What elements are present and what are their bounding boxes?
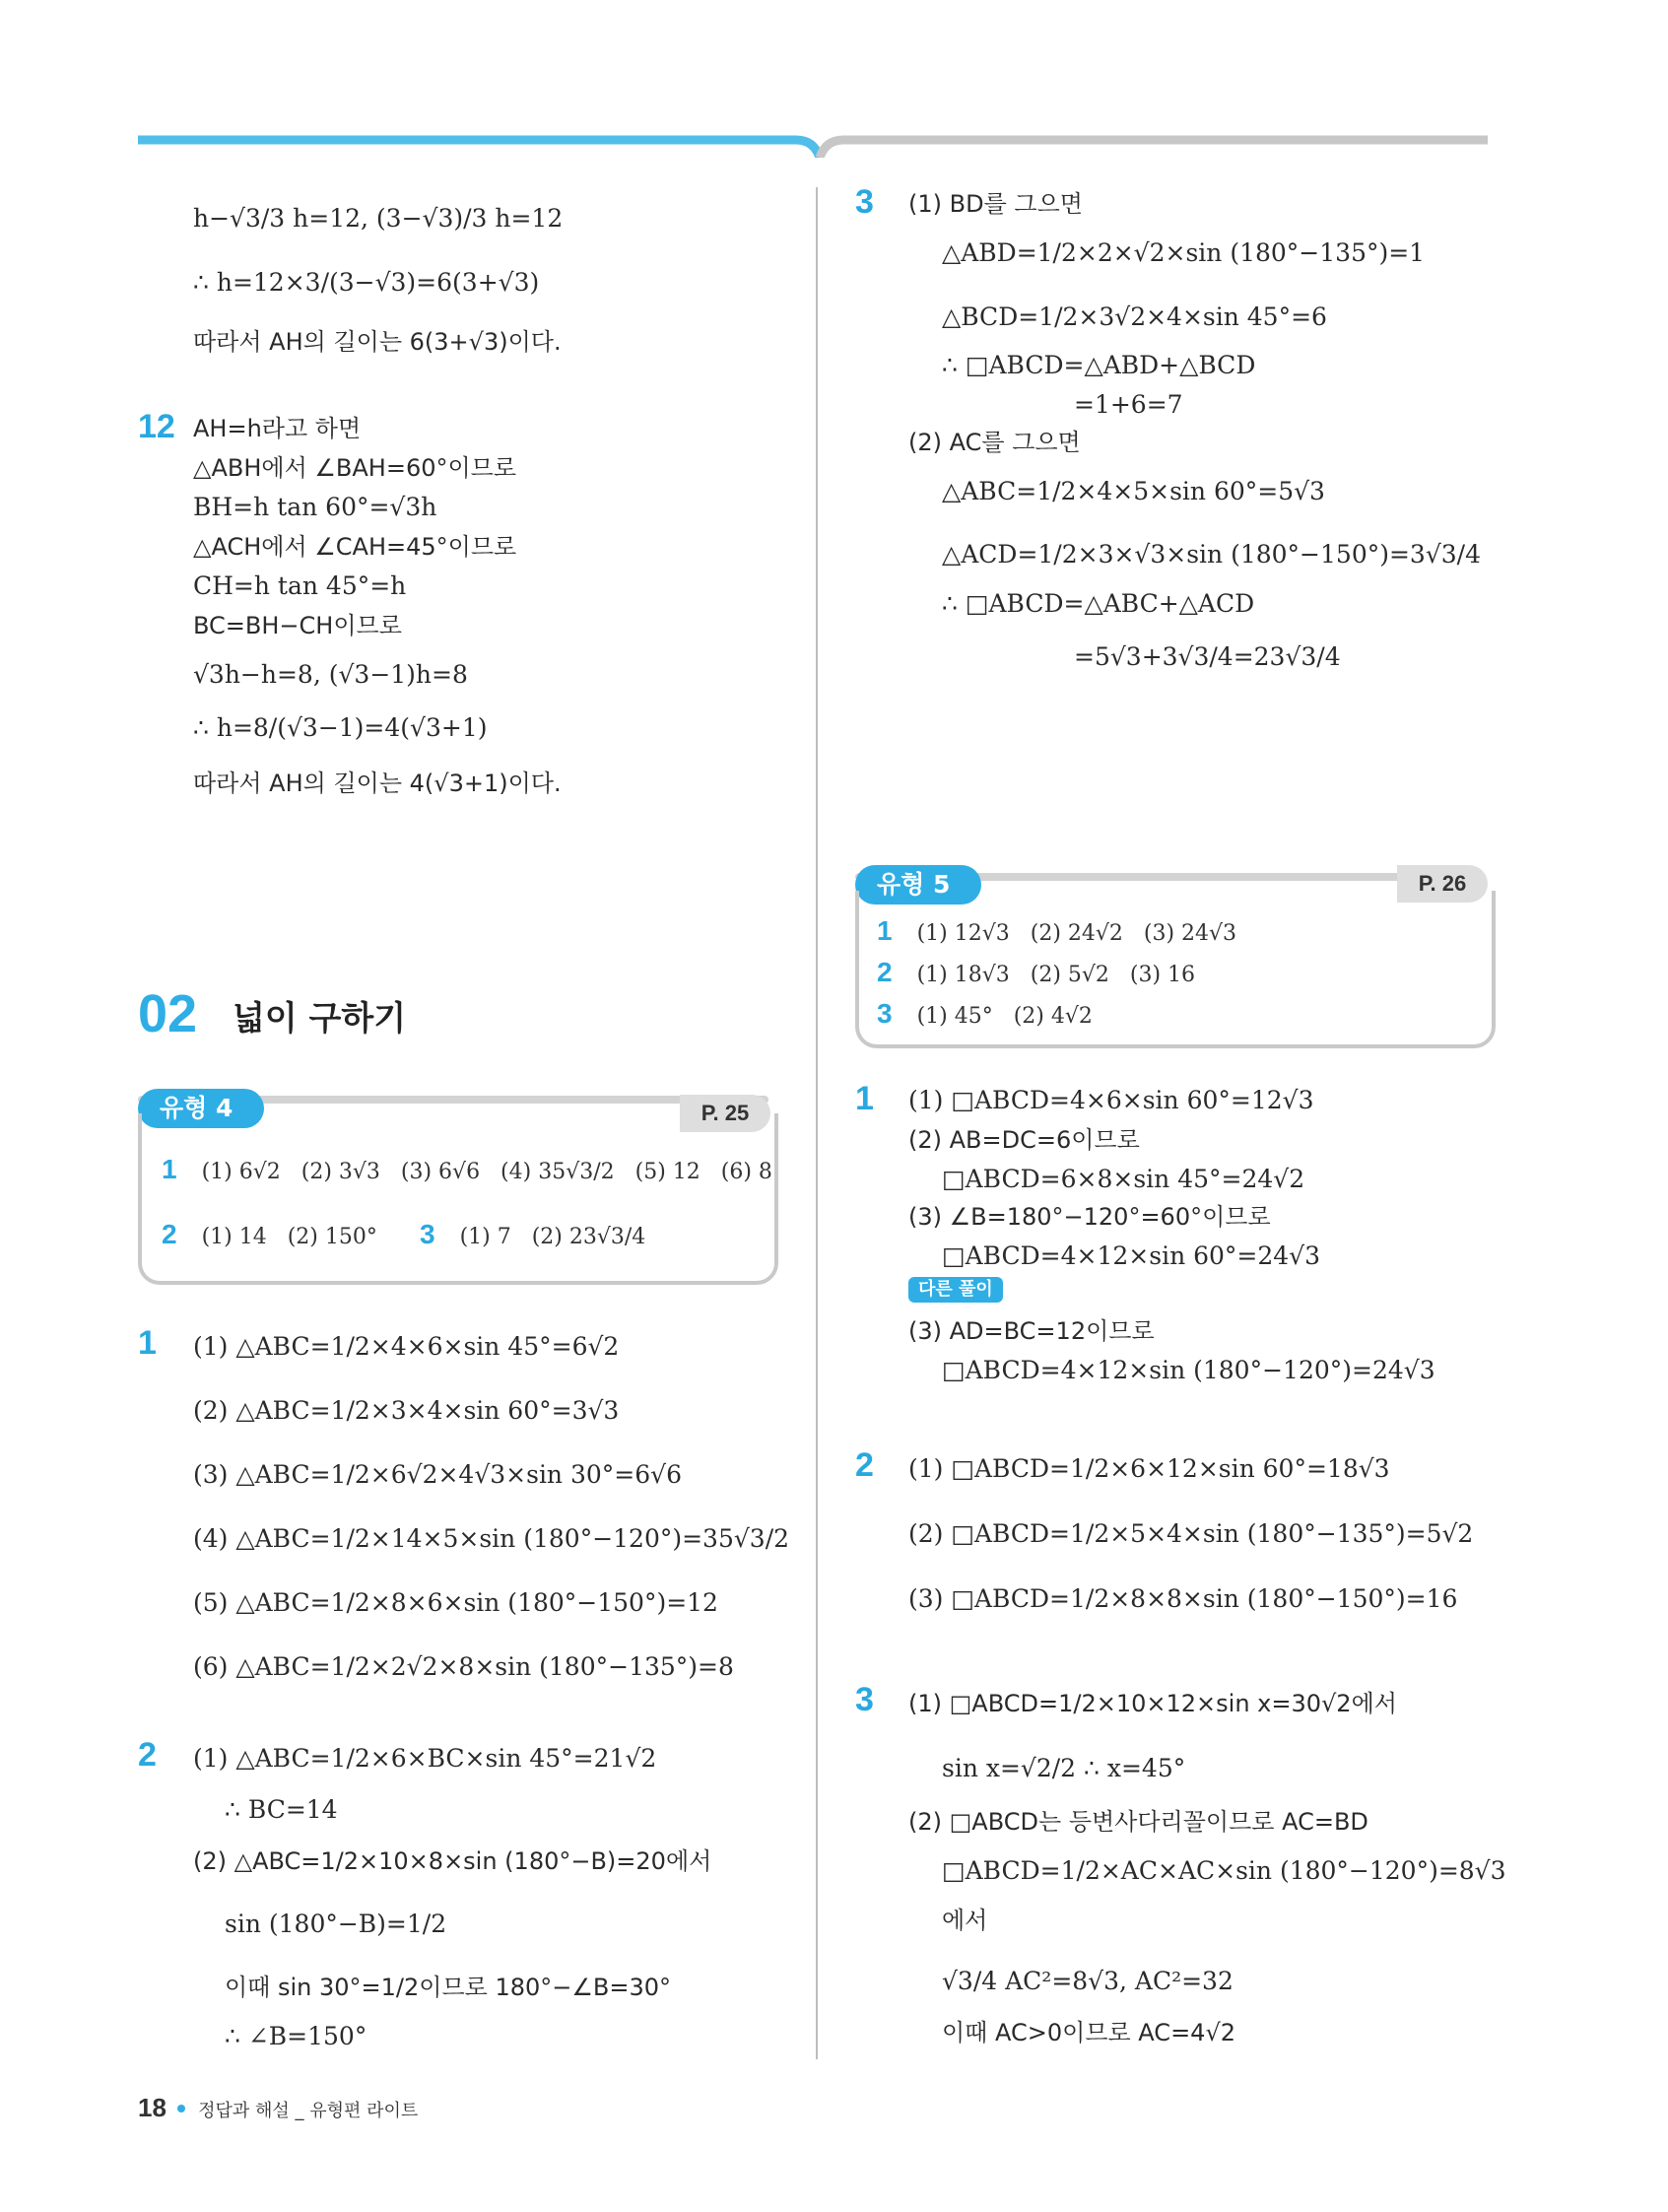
p12-line: AH=h라고 하면 — [193, 415, 362, 442]
sol4-1-line: (5) △ABC=1/2×8×6×sin (180°−150°)=12 — [193, 1588, 718, 1617]
p12-line: 따라서 AH의 길이는 4(√3+1)이다. — [193, 770, 562, 797]
type5-answer-row-2 — [877, 958, 1195, 990]
answer-item: (1) 7 — [459, 1225, 511, 1249]
sol5-1-line: □ABCD=4×12×sin 60°=24√3 — [942, 1241, 1321, 1270]
type5-answer-row-3 — [877, 999, 1093, 1032]
sol4-2-line: sin (180°−B)=1/2 — [225, 1910, 447, 1938]
sol4-2-line: (1) △ABC=1/2×6×BC×sin 45°=21√2 — [193, 1744, 657, 1773]
p12-line: △ACH에서 ∠CAH=45°이므로 — [193, 533, 517, 561]
sol5-3-line: √3/4 AC²=8√3, AC²=32 — [942, 1967, 1234, 1995]
p3-line: △BCD=1/2×3√2×4×sin 45°=6 — [942, 302, 1327, 331]
answer-number: 1 — [162, 1154, 177, 1184]
answer-item: (2) 4√2 — [1013, 1004, 1093, 1029]
answer-item: (3) 16 — [1129, 963, 1196, 987]
sol5-3-line: 이때 AC>0이므로 AC=4√2 — [942, 2019, 1236, 2046]
sol5-3-line: (2) □ABCD는 등변사다리꼴이므로 AC=BD — [908, 1808, 1368, 1836]
answer-item: (2) 24√2 — [1030, 921, 1123, 946]
sol4-1-line: (4) △ABC=1/2×14×5×sin (180°−120°)=35√3/2 — [193, 1524, 790, 1553]
sol5-3-line: (1) □ABCD=1/2×10×12×sin x=30√2에서 — [908, 1690, 1397, 1717]
answer-number: 3 — [420, 1219, 435, 1249]
answer-item: (1) 45° — [916, 1004, 993, 1029]
type4-label: 유형 4 — [138, 1089, 264, 1128]
type4-answer-row-2 — [162, 1220, 377, 1252]
sol5-1-line: (3) ∠B=180°−120°=60°이므로 — [908, 1203, 1271, 1231]
left-line-3: 따라서 AH의 길이는 6(3+√3)이다. — [193, 328, 562, 356]
p3-line: =1+6=7 — [1074, 390, 1183, 419]
answer-item: (4) 35√3/2 — [500, 1160, 615, 1184]
answer-item: (2) 23√3/4 — [531, 1225, 646, 1249]
p12-line: √3h−h=8, (√3−1)h=8 — [193, 660, 468, 689]
answer-item: (1) 12√3 — [916, 921, 1010, 946]
sol4-2-line: (2) △ABC=1/2×10×8×sin (180°−B)=20에서 — [193, 1847, 712, 1875]
alt-solution-tag: 다른 풀이 — [908, 1277, 1003, 1303]
sol5-2-line: (3) □ABCD=1/2×8×8×sin (180°−150°)=16 — [908, 1584, 1458, 1613]
answer-number: 2 — [162, 1219, 177, 1249]
sol5-1-alt-line: (3) AD=BC=12이므로 — [908, 1317, 1155, 1345]
type4-page: P. 25 — [680, 1095, 770, 1132]
problem-number-12: 12 — [138, 408, 175, 445]
p3-line: △ACD=1/2×3×√3×sin (180°−150°)=3√3/4 — [942, 540, 1481, 569]
p3-line: ∴ □ABCD=△ABD+△BCD — [942, 351, 1256, 379]
bullet-icon — [177, 2105, 185, 2112]
sol5-2-line: (1) □ABCD=1/2×6×12×sin 60°=18√3 — [908, 1454, 1390, 1483]
p3-line: △ABC=1/2×4×5×sin 60°=5√3 — [942, 477, 1325, 505]
answer-number: 2 — [877, 957, 893, 987]
sol4-1-line: (2) △ABC=1/2×3×4×sin 60°=3√3 — [193, 1396, 620, 1425]
solution-number-3: 3 — [855, 1681, 874, 1718]
type4-answer-box — [138, 1113, 778, 1285]
p12-line: CH=h tan 45°=h — [193, 571, 407, 600]
section-number: 02 — [138, 984, 198, 1043]
answer-number: 1 — [877, 915, 893, 946]
solution-number-2: 2 — [855, 1446, 874, 1484]
sol4-2-line: ∴ ∠B=150° — [225, 2022, 367, 2050]
sol5-2-line: (2) □ABCD=1/2×5×4×sin (180°−135°)=5√2 — [908, 1519, 1474, 1548]
type4-answer-row-1 — [162, 1155, 772, 1187]
solution-number-1: 1 — [138, 1324, 157, 1362]
p12-line: BH=h tan 60°=√3h — [193, 493, 437, 521]
answer-item: (6) 8 — [720, 1160, 772, 1184]
sol5-3-line: 에서 — [942, 1907, 988, 1934]
column-divider — [816, 187, 818, 2059]
type5-page: P. 26 — [1397, 865, 1488, 903]
p3-line: =5√3+3√3/4=23√3/4 — [1074, 642, 1341, 671]
answer-item: (2) 5√2 — [1030, 963, 1109, 987]
sol5-1-line: □ABCD=6×8×sin 45°=24√2 — [942, 1165, 1305, 1193]
header-bar — [0, 0, 1668, 158]
sol5-1-alt-line: □ABCD=4×12×sin (180°−120°)=24√3 — [942, 1356, 1435, 1384]
left-line-2: ∴ h=12×3/(3−√3)=6(3+√3) — [193, 268, 540, 297]
p3-line: (1) BD를 그으면 — [908, 190, 1083, 218]
p12-line: △ABH에서 ∠BAH=60°이므로 — [193, 454, 517, 482]
answer-item: (5) 12 — [634, 1160, 701, 1184]
answer-item: (1) 6√2 — [201, 1160, 281, 1184]
page-number: 18 — [138, 2093, 167, 2122]
left-line-1: h−√3/3 h=12, (3−√3)/3 h=12 — [193, 204, 564, 233]
problem-number-3: 3 — [855, 183, 874, 221]
answer-item: (2) 150° — [287, 1225, 377, 1249]
sol5-1-line: (2) AB=DC=6이므로 — [908, 1126, 1140, 1154]
section-title: 넓이 구하기 — [233, 999, 407, 1039]
p3-line: △ABD=1/2×2×√2×sin (180°−135°)=1 — [942, 238, 1426, 267]
footer — [138, 2093, 418, 2123]
sol4-1-line: (3) △ABC=1/2×6√2×4√3×sin 30°=6√6 — [193, 1460, 682, 1489]
sol5-3-line: □ABCD=1/2×AC×AC×sin (180°−120°)=8√3 — [942, 1856, 1506, 1885]
p3-line: ∴ □ABCD=△ABC+△ACD — [942, 589, 1255, 618]
sol4-2-line: ∴ BC=14 — [225, 1795, 338, 1824]
answer-item: (3) 6√6 — [400, 1160, 481, 1184]
answer-item: (1) 14 — [201, 1225, 267, 1249]
footer-text: 정답과 해설 _ 유형편 라이트 — [198, 2101, 419, 2121]
answer-number: 3 — [877, 998, 893, 1029]
p12-line: ∴ h=8/(√3−1)=4(√3+1) — [193, 713, 488, 742]
p3-line: (2) AC를 그으면 — [908, 429, 1081, 456]
sol5-1-line: (1) □ABCD=4×6×sin 60°=12√3 — [908, 1086, 1314, 1114]
type5-label: 유형 5 — [855, 865, 981, 905]
sol5-3-line: sin x=√2/2 ∴ x=45° — [942, 1754, 1186, 1782]
answer-item: (3) 24√3 — [1143, 921, 1237, 946]
sol4-1-line: (1) △ABC=1/2×4×6×sin 45°=6√2 — [193, 1332, 620, 1361]
answer-item: (2) 3√3 — [300, 1160, 380, 1184]
answer-item: (1) 18√3 — [916, 963, 1010, 987]
sol4-2-line: 이때 sin 30°=1/2이므로 180°−∠B=30° — [225, 1974, 672, 2001]
type4-answer-row-3 — [420, 1220, 645, 1252]
sol4-1-line: (6) △ABC=1/2×2√2×8×sin (180°−135°)=8 — [193, 1652, 734, 1681]
solution-number-1: 1 — [855, 1080, 874, 1117]
solution-number-2: 2 — [138, 1736, 157, 1774]
type5-answer-row-1 — [877, 916, 1236, 949]
p12-line: BC=BH−CH이므로 — [193, 612, 402, 639]
